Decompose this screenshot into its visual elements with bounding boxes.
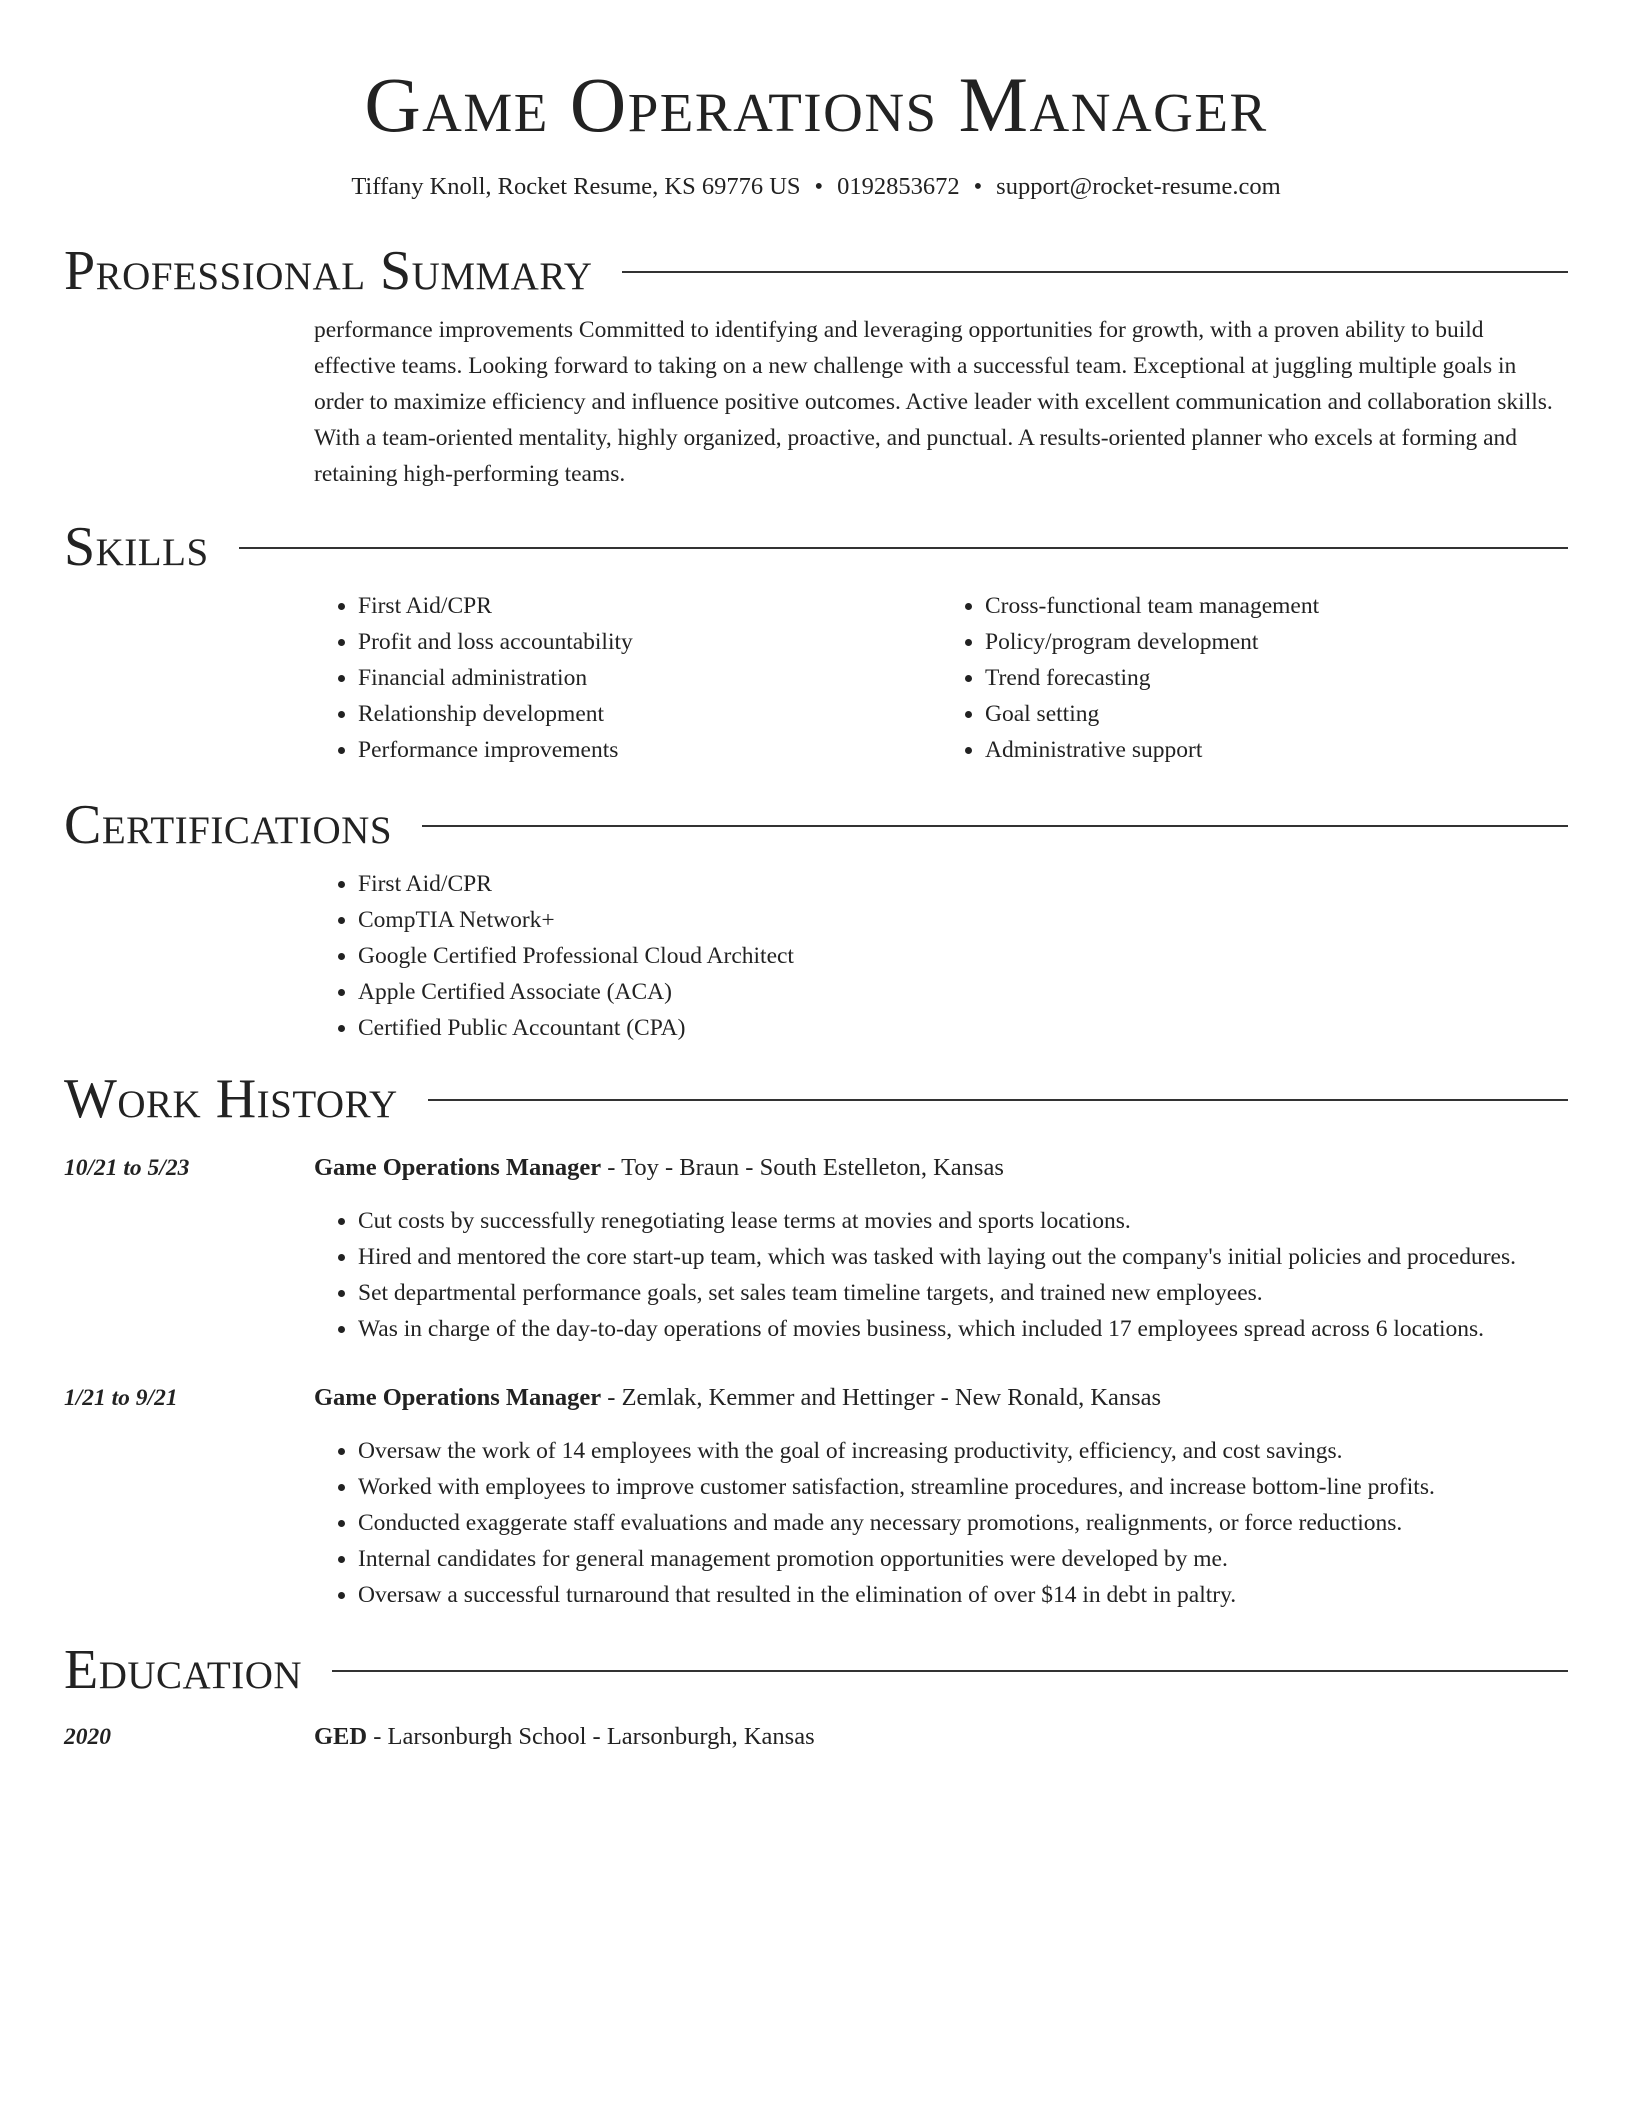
summary-header (64, 236, 1568, 306)
work-history-heading: Work History (64, 1068, 398, 1130)
contact-separator: • (973, 173, 983, 200)
certification-item: • First Aid/CPR (358, 866, 1568, 902)
certification-item: • Apple Certified Associate (ACA) (358, 974, 1568, 1010)
job-title: Game Operations Manager (314, 1154, 602, 1181)
skill-item: • Administrative support (985, 732, 1568, 768)
job-bullet: • Internal candidates for general management promotion opportunities were developed by me. (358, 1541, 1568, 1577)
resume-page (64, 0, 1568, 1755)
contact-address: Tiffany Knoll, Rocket Resume, KS 69776 US (351, 173, 801, 200)
job-bullets (314, 1433, 1568, 1613)
job-title: Game Operations Manager (314, 1384, 602, 1411)
skill-item: • Profit and loss accountability (358, 624, 941, 660)
contact-separator: • (814, 173, 824, 200)
job-entry (64, 1380, 1568, 1613)
education-degree: GED (314, 1723, 368, 1750)
job-dates: 10/21 to 5/23 (64, 1155, 190, 1181)
skills-section (64, 512, 1568, 768)
job-dates: 1/21 to 9/21 (64, 1385, 178, 1411)
education-details: - Larsonburgh School - Larsonburgh, Kansas (367, 1723, 815, 1750)
skills-header (64, 512, 1568, 582)
skills-heading: Skills (64, 516, 209, 578)
skill-item: • Relationship development (358, 696, 941, 732)
job-details: - Zemlak, Kemmer and Hettinger - New Ronald, Kansas (601, 1384, 1162, 1411)
job-bullet: • Set departmental performance goals, set sales team timeline targets, and trained new employees. (358, 1275, 1568, 1311)
education-heading-line (314, 1719, 1568, 1755)
section-divider (622, 271, 1568, 273)
skill-item: • Policy/program development (985, 624, 1568, 660)
education-header (64, 1635, 1568, 1705)
section-divider (422, 825, 1568, 827)
contact-phone: 0192853672 (837, 173, 960, 200)
job-bullet: • Cut costs by successfully renegotiating lease terms at movies and sports locations. (358, 1203, 1568, 1239)
page-title: Game Operations Manager (364, 61, 1268, 148)
job-bullet: • Worked with employees to improve customer satisfaction, streamline procedures, and increase bottom-line profits. (358, 1469, 1568, 1505)
certification-item: • Google Certified Professional Cloud Architect (358, 938, 1568, 974)
certifications-section (64, 790, 1568, 1046)
job-bullet: • Hired and mentored the core start-up team, which was tasked with laying out the company's initial policies and procedures. (358, 1239, 1568, 1275)
job-entry (64, 1150, 1568, 1347)
skill-item: • Performance improvements (358, 732, 941, 768)
certification-item: • Certified Public Accountant (CPA) (358, 1010, 1568, 1046)
job-bullet: • Conducted exaggerate staff evaluations and made any necessary promotions, realignments, or force reductions. (358, 1505, 1568, 1541)
summary-heading: Professional Summary (64, 240, 593, 302)
certifications-body (314, 866, 1568, 1046)
job-bullets (314, 1203, 1568, 1347)
skills-list-left (314, 588, 941, 768)
contact-line (64, 170, 1568, 204)
contact-email: support@rocket-resume.com (996, 173, 1281, 200)
skill-item: • Goal setting (985, 696, 1568, 732)
skill-item: • Trend forecasting (985, 660, 1568, 696)
education-entry (64, 1719, 1568, 1755)
section-divider (239, 547, 1568, 549)
summary-text: performance improvements Committed to identifying and leveraging opportunities for growth, with a proven ability to build effective teams. Looking forward to taking on a new challenge with a successful team. Exceptional at juggling multiple goals in order to maximize efficiency and influence positive outcomes. Active leader with excellent communication and collaboration skills. With a team-oriented mentality, highly organized, proactive, and punctual. A results-oriented planner who excels at forming and retaining high-performing teams. (314, 317, 1553, 487)
education-heading: Education (64, 1639, 303, 1701)
section-divider (428, 1099, 1568, 1101)
job-heading (314, 1380, 1568, 1416)
job-bullet: • Oversaw the work of 14 employees with the goal of increasing productivity, efficiency, and cost savings. (358, 1433, 1568, 1469)
certifications-heading: Certifications (64, 794, 393, 856)
certifications-list (314, 866, 1568, 1046)
summary-section (64, 236, 1568, 492)
work-history-section (64, 1064, 1568, 1613)
skill-item: • Financial administration (358, 660, 941, 696)
job-bullet: • Oversaw a successful turnaround that resulted in the elimination of over $14 in debt in paltry. (358, 1577, 1568, 1613)
certifications-header (64, 790, 1568, 860)
section-divider (332, 1670, 1568, 1672)
education-section (64, 1635, 1568, 1755)
job-heading (314, 1150, 1568, 1186)
job-details: - Toy - Braun - South Estelleton, Kansas (601, 1154, 1004, 1181)
work-history-header (64, 1064, 1568, 1134)
skills-columns (314, 588, 1568, 768)
certification-item: • CompTIA Network+ (358, 902, 1568, 938)
education-year: 2020 (64, 1724, 111, 1750)
skill-item: • First Aid/CPR (358, 588, 941, 624)
skills-list-right (941, 588, 1568, 768)
skill-item: • Cross-functional team management (985, 588, 1568, 624)
job-bullet: • Was in charge of the day-to-day operations of movies business, which included 17 employees spread across 6 locations. (358, 1311, 1568, 1347)
